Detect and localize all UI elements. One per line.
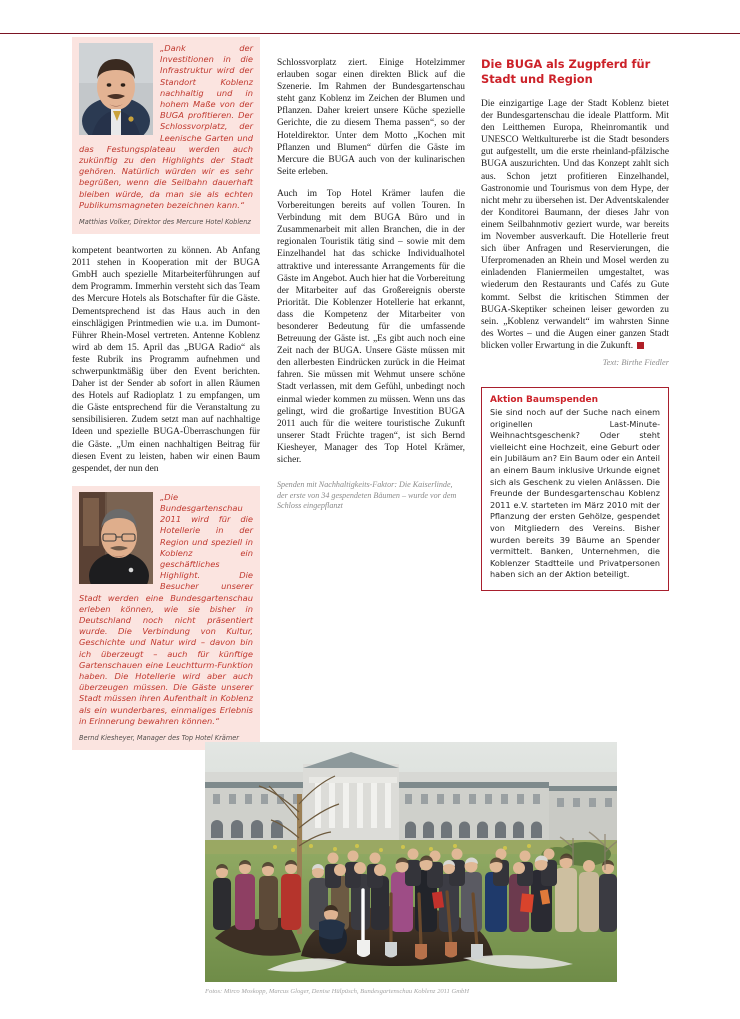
info-box-text: Sie sind noch auf der Suche nach einem originellen Last-Minute-Weihnachtsgeschenk? Oder steht vielleicht eine Hochzeit, eine Geburt oder ein Jubiläum an? Ein Baum oder ein Anteil an einem Baum inklusive Urkunde eignet sich als Geschenk zu vielen Anlässen. Die Freunde der Bundesgartenschau Koblenz 2011 e.V. starteten im März 2010 mit der Pflanzung der ersten Gehölze, gespendet von Mitgliedern des Vereins. Bisher wurden bereits 39 Bäume an Spender vermittelt. Banken, Unternehmen, die Koblenzer Stadtteile und Privatpersonen haben sich an der Aktion beteiligt. (490, 406, 660, 580)
column-middle (277, 37, 465, 512)
column2-paragraph-1: Schlossvorplatz ziert. Einige Hotelzimmer erlauben sogar einen direkten Blick auf die Szenerie. Im Rahmen der Bundesgartenschau steht ganz Koblenz im Zeichen der Blumen und Pflanzen. Daher kreiert unsere Küche spezielle Gerichte, die zu diesem Thema passen“, so der Hoteldirektor. Unter dem Motto „Kochen mit Pflanzen und Blumen“ dürfen die Gäste im Mercure die BUGA auch von der kulinarischen Seite erleben. (277, 58, 465, 177)
quote-text-kiesheyer: „Die Bundesgartenschau 2011 wird für die Hotellerie in der Region und speziell in Koblenz ein geschäftliches Highlight. Die Besucher unserer Stadt werden eine Bundesgartenschau erleben können, wie sie bisher in Deutschland noch nicht präsentiert wurde. Die Verbindung von Kultur, Geschichte und Natur wird – davon bin ich überzeugt – auch für künftige Gartenschauen eine Leuchtturm-Funktion haben. Die Hotellerie wird aber auch überzeugen müssen. Die Gäste unserer Stadt müssen ihren Aufenthalt in Koblenz als ein wunderbares, einmaliges Erlebnis in Erinnerung bewahren können.“ (79, 491, 253, 726)
group-photo-tree-planting (205, 742, 617, 982)
quote-box-kiesheyer (72, 486, 260, 750)
quote-text-volker: „Dank der Investitionen in die Infrastruktur wird der Standort Koblenz nachhaltig und in hohem Maße von der BUGA profitieren. Der Schlossvorplatz, der Leenische Garten und das Festungsplateau werden auch zukünftig zu den Highlights der Stadt gehören. Natürlich würden wir es sehr begrüßen, wenn die Seilbahn dauerhaft bleiben würde, da man sie als echten Publikumsmagneten bezeichnen kann.“ (79, 43, 253, 210)
photo-caption: Spenden mit Nachhaltigkeits-Faktor: Die Kaiserlinde, der erste von 34 gespendeten Bäumen – wurde vor dem Schloss eingepflanzt (277, 480, 457, 511)
quote-attribution-kiesheyer: Bernd Kiesheyer, Manager des Top Hotel Krämer (79, 734, 240, 743)
portrait-bernd-kiesheyer (79, 492, 153, 584)
column1-paragraph-1: kompetent beantworten zu können. Ab Anfang 2011 stehen in Kooperation mit der BUGA GmbH auch spezielle Mitarbeiterführungen auf dem Programm. Immerhin versteht sich das Team des Mercure Hotels als Botschafter für die Gäste. Dementsprechend ist das Haus auch in den einschlägigen Printmedien wie u.a. im Dumont-Führer Rhein-Mosel vertreten. Antenne Koblenz wird ab dem 15. April das „BUGA Radio“ als feste Rubrik ins Programm aufnehmen und schwerpunktmäßig über den Event berichten. Daher ist der Sender ab sofort in allen Räumen des Hotels auf Radioplatz 1 zu empfangen, um die Gäste entsprechend für die Veranstaltung zu sensibilisieren. Zudem setzt man auf nachhaltige Ideen und spezielle BUGA-Überraschungen für die Gäste. „Um einen nachhaltigen Beitrag für diesen Event zu leisten, haben wir einen Baum gespendet, der nun den (72, 246, 260, 474)
portrait-matthias-volker (79, 43, 153, 135)
info-box-baumspenden (481, 387, 669, 591)
page-headline: Die BUGA als Zugpferd für Stadt und Region (481, 57, 651, 86)
column3-paragraph-1 (481, 98, 669, 352)
info-box-title: Aktion Baumspenden (490, 394, 599, 405)
photo-credit: Fotos: Mirco Moskopp, Marcus Gloger, Denise Hülpüsch, Bundesgartenschau Koblenz 2011 GmbH (205, 988, 470, 995)
column-right (481, 37, 669, 591)
header-rule (0, 33, 740, 34)
text-credit: Text: Birthe Fiedler (602, 357, 669, 367)
column-left (72, 37, 260, 750)
column2-paragraph-2: Auch im Top Hotel Krämer laufen die Vorbereitungen bereits auf vollen Touren. In Verbindung mit dem BUGA Büro und in Zusammenarbeit mit allen Branchen, die in der regionalen Touristik tätig sind – sowie mit dem Einzelhandel hat das schicke Individualhotel attraktive und interessante Arrangements für die Gäste im Angebot. Auch hier hat die Vorbereitung der Mitarbeiter auf das Großereignis oberste Priorität. Die Koblenzer Hotellerie hat erkannt, dass die Kompetenz der Mitarbeiter von besonderer Bedeutung für die umfassende Betreuung der Gäste ist. „Es gibt auch noch eine Zeit nach der BUGA. Unsere Gäste müssen mit den allerbesten Eindrücken zurück in die Heimat fahren. Sie müssen mit Wehmut unsere schöne Stadt verlassen, mit dem Gefühl, unbedingt noch einmal wieder kommen zu müssen. Wenn uns das gelingt, wird die großartige Investition BUGA 2011 auch für die weitere touristische Zukunft unserer Stadt Früchte tragen“, ist sich Bernd Kiesheyer, Manager des Top Hotel Krämer, sicher. (277, 188, 465, 465)
end-of-article-marker (637, 342, 644, 349)
quote-box-volker (72, 37, 260, 234)
quote-attribution-volker: Matthias Volker, Direktor des Mercure Hotel Koblenz (79, 218, 251, 227)
column3-paragraph-1-text: Die einzigartige Lage der Stadt Koblenz bietet der Bundesgartenschau die ideale Plattform. Mit den Leitthemen Europa, Rheinromantik und UNESCO Weltkulturerbe ist die Stadt besonders gut aufgestellt, um die erste rheinland-pfälzische BUGA auszurichten. Und das Konzept zahlt sich aus. Schon jetzt profitieren Einzelhandel, Gastronomie und Tourismus von dem Hype, der nicht mehr zu übersehen ist. Der Adventskalender der Konditorei Baumann, der dieses Jahr von einem Seilbahnmotiv geziert wurde, war bereits im November ausverkauft. Die Hotellerie freut sich über Anfragen und Reservierungen, die Uferpromenaden an Rhein und Mosel werden zu einladenden Flaniermeilen umgestaltet, was wiederum den Restaurants und Cafés zu Gute kommt. Selbst die kritischen Stimmen der BUGA-Skeptiker scheinen leiser geworden zu sein. „Koblenz verwandelt“ im wahrsten Sinne des Wortes – und die Augen einer ganzen Stadt blicken voller Erwartung in die Zukunft. (481, 99, 669, 351)
